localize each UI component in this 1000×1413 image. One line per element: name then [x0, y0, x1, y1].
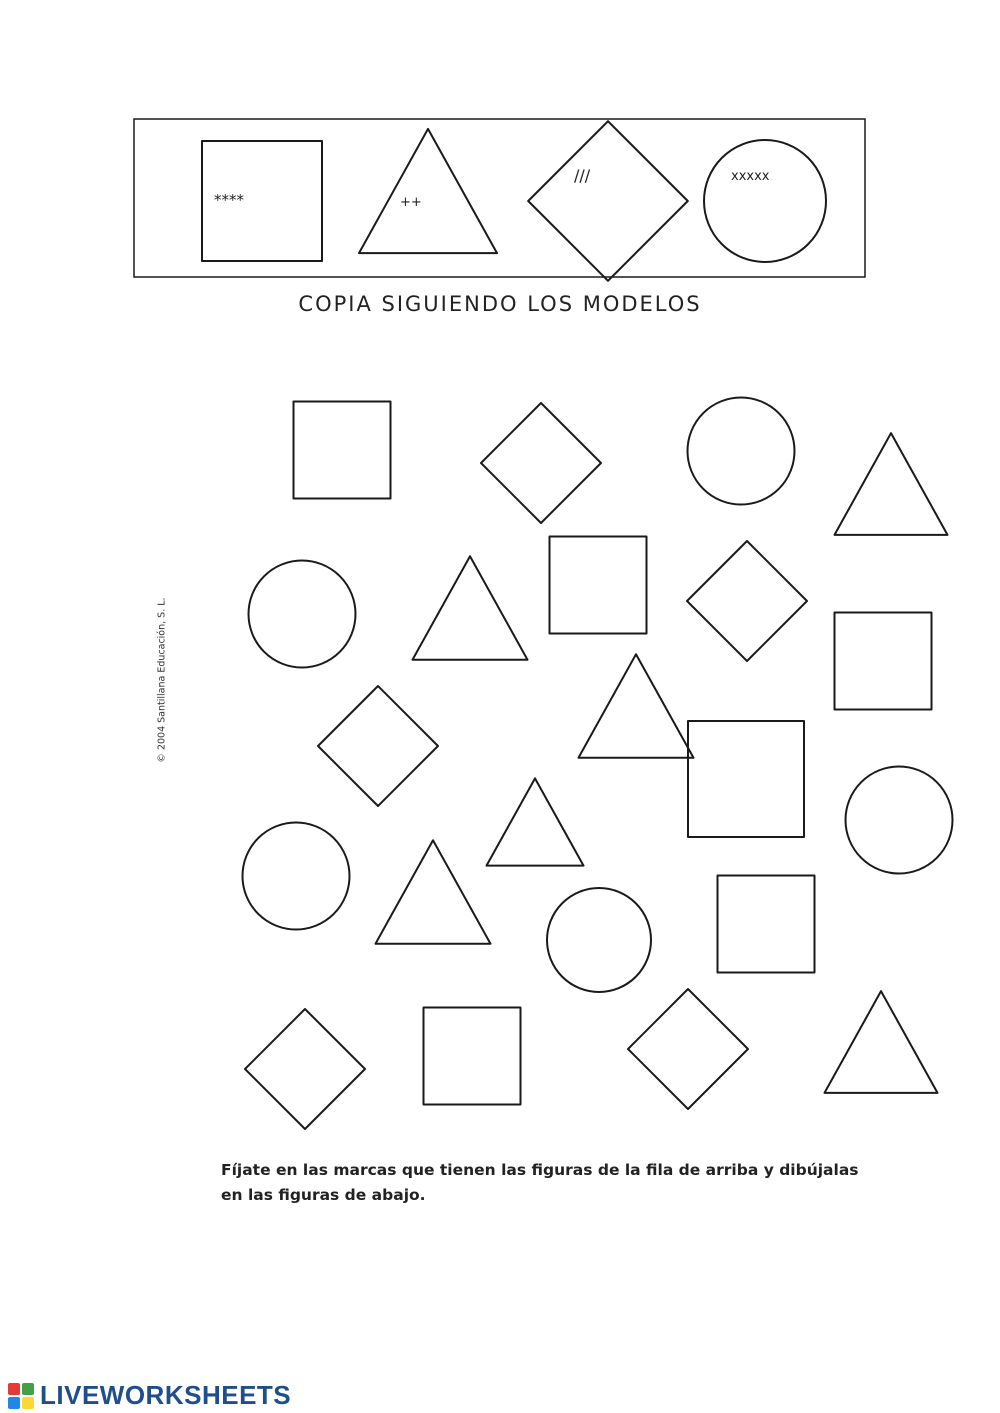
logo-square-blue — [8, 1397, 20, 1409]
practice-square-20 — [424, 1008, 521, 1105]
practice-triangle-16 — [376, 840, 491, 944]
practice-square-1 — [294, 402, 391, 499]
model-diamond — [528, 121, 688, 281]
practice-circle-15 — [243, 823, 350, 930]
practice-triangle-6 — [413, 556, 528, 660]
model-circle-mark: xxxxx — [731, 169, 770, 184]
model-triangle-mark: ++ — [400, 195, 422, 210]
model-triangle — [359, 129, 497, 253]
brand-name: LIVEWORKSHEETS — [40, 1380, 292, 1410]
practice-diamond-2 — [481, 403, 601, 523]
copyright-notice: © 2004 Santillana Educación, S. L. — [156, 597, 168, 763]
liveworksheets-logo-icon — [8, 1383, 34, 1409]
model-square-mark: **** — [214, 191, 244, 209]
practice-diamond-8 — [687, 541, 807, 661]
logo-square-yellow — [22, 1397, 34, 1409]
practice-square-18 — [718, 876, 815, 973]
practice-triangle-11 — [579, 654, 694, 758]
logo-square-red — [8, 1383, 20, 1395]
practice-triangle-13 — [487, 778, 584, 865]
instructions-line-1: Fíjate en las marcas que tienen las figuras de la fila de arriba y dibújalas — [221, 1161, 859, 1179]
practice-triangle-22 — [825, 991, 938, 1093]
practice-diamond-21 — [628, 989, 748, 1109]
instructions-line-2: en las figuras de abajo. — [221, 1186, 426, 1204]
practice-square-7 — [550, 537, 647, 634]
practice-circle-17 — [547, 888, 651, 992]
practice-square-9 — [835, 613, 932, 710]
instructions — [221, 1158, 881, 1208]
brand-footer[interactable] — [8, 1380, 291, 1411]
practice-shapes-grid — [243, 398, 953, 1130]
practice-circle-3 — [688, 398, 795, 505]
practice-circle-5 — [249, 561, 356, 668]
model-shapes — [202, 121, 826, 281]
model-diamond-mark: /// — [574, 166, 591, 185]
practice-triangle-4 — [835, 433, 948, 535]
model-circle — [704, 140, 826, 262]
practice-square-12 — [688, 721, 804, 837]
page-title: COPIA SIGUIENDO LOS MODELOS — [298, 292, 702, 316]
practice-diamond-19 — [245, 1009, 365, 1129]
practice-circle-14 — [846, 767, 953, 874]
logo-square-green — [22, 1383, 34, 1395]
practice-diamond-10 — [318, 686, 438, 806]
